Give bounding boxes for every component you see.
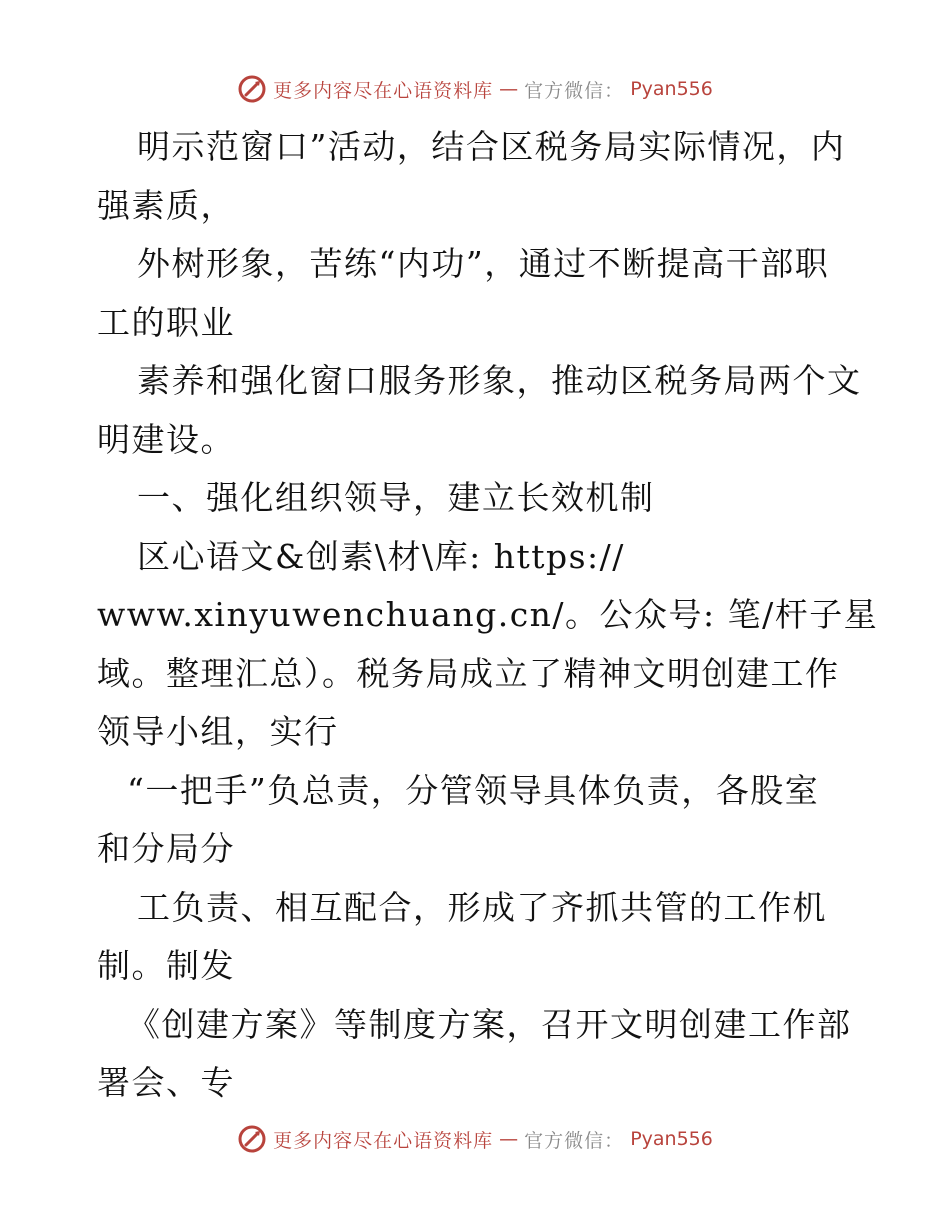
body-line: 明建设。 — [97, 419, 235, 459]
watermark-wechat-id: Pyan556 — [630, 78, 713, 100]
body-line-url: www.xinyuwenchuang.cn/。公众号: 笔/杆子星 — [97, 595, 879, 634]
body-line: 工负责、相互配合，形成了齐抓共管的工作机 — [137, 887, 827, 927]
document-body — [97, 118, 879, 1113]
body-line: 强素质， — [97, 185, 235, 225]
body-line: 《创建方案》等制度方案，召开文明创建工作部 — [127, 1004, 852, 1044]
watermark-wechat-id: Pyan556 — [630, 1128, 713, 1150]
brush-logo-icon — [237, 1124, 267, 1154]
watermark-brand: 更多内容尽在心语资料库 — [273, 79, 494, 102]
body-line: 和分局分 — [97, 829, 235, 868]
body-line: 工的职业 — [97, 302, 235, 342]
body-line: 外树形象，苦练“内功”，通过不断提高干部职 — [137, 244, 830, 283]
header-watermark — [0, 74, 950, 104]
body-line: 领导小组，实行 — [97, 712, 339, 751]
body-line: 素养和强化窗口服务形象，推动区税务局两个文 — [137, 361, 862, 400]
body-line: 区心语文&创素\材\库: https:// — [137, 536, 625, 576]
footer-watermark — [0, 1124, 950, 1154]
watermark-separator: — — [499, 1128, 519, 1150]
body-line: 域。整理汇总）。税务局成立了精神文明创建工作 — [97, 653, 840, 693]
section-heading: 一、强化组织领导，建立长效机制 — [137, 478, 655, 517]
watermark-brand: 更多内容尽在心语资料库 — [273, 1129, 494, 1152]
brush-logo-icon — [237, 74, 267, 104]
body-line: 明示范窗口”活动，结合区税务局实际情况，内 — [137, 127, 846, 166]
watermark-separator: — — [499, 78, 519, 100]
body-line: “一把手”负总责，分管领导具体负责，各股室 — [127, 770, 820, 810]
body-line: 署会、专 — [97, 1063, 235, 1102]
watermark-label: 官方微信： — [524, 1129, 625, 1152]
body-line: 制。制发 — [97, 946, 235, 985]
watermark-label: 官方微信： — [524, 79, 625, 102]
